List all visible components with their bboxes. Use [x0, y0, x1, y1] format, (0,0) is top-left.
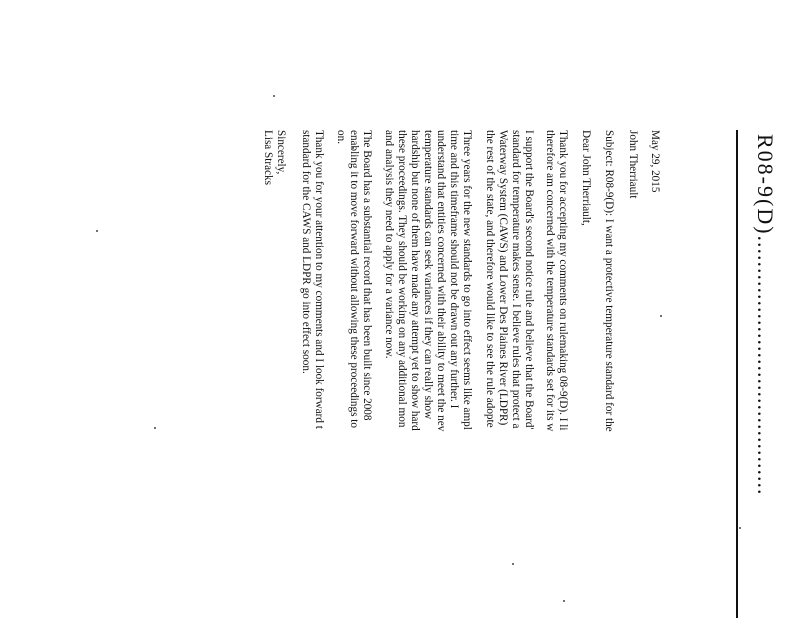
letter-subject: Subject: R08-9(D): I want a protective temperature standard for the	[603, 130, 615, 432]
paragraph-line: time and this timeframe should not be drawn out any further. I	[448, 130, 460, 409]
paragraph-line: Waterway System (CAWS) and Lower Des Plaines River (LDPR)	[497, 130, 509, 426]
paragraph-line: Thank you for accepting my comments on rulemaking 08-9(D). I li	[557, 130, 569, 431]
letter-date: May 29, 2015	[649, 130, 661, 193]
paragraph-line: hardship but none of them have made any attempt yet to show hard	[409, 130, 421, 431]
paragraph-line: and analysis they need to apply for a variance now.	[383, 130, 395, 359]
paragraph-line: enabling it to move forward without allowing these proceedings to	[348, 130, 360, 428]
paragraph-line: Three years for the new standards to go into effect seems like ampl	[461, 130, 473, 430]
scan-speck	[96, 230, 98, 232]
paragraph-line: on.	[335, 130, 347, 144]
scan-speck	[154, 427, 156, 429]
signature-name: Lisa Stracks	[262, 130, 274, 185]
paragraph-line: the rest of the state, and therefore would like to see the rule adopte	[484, 130, 496, 428]
docket-number: R08-9(D)	[753, 134, 778, 236]
paragraph-line: these proceedings. They should be working on any additional mon	[396, 130, 408, 428]
paragraph-line: Thank you for your attention to my comments and I look forward t	[313, 130, 325, 429]
document-header	[752, 134, 778, 618]
paragraph-line: I support the Board's second notice rule and believe that the Board'	[523, 130, 535, 430]
letter-recipient: John Therriault	[627, 130, 639, 199]
paragraph-line: The Board has a substantial record that has been built since 2008	[361, 130, 373, 421]
paragraph-line: therefore am concerned with the temperature standards set for its w	[544, 130, 556, 432]
paragraph-line: understand that entities concerned with their ability to meet the nev	[435, 130, 447, 432]
paragraph-line: temperature standards can seek variances if they can really show	[422, 130, 434, 420]
paragraph-line: standard for temperature makes sense. I believe rules that protect a	[510, 130, 522, 429]
header-dots: ........................................	[753, 235, 778, 496]
letter-salutation: Dear John Therriault,	[580, 130, 592, 226]
rotated-letter	[258, 130, 778, 618]
closing: Sincerely,	[275, 130, 287, 175]
scan-speck	[273, 95, 275, 97]
header-rule	[736, 130, 738, 618]
paragraph-line: standard for the CAWS and LDPR go into effect soon.	[300, 130, 312, 374]
